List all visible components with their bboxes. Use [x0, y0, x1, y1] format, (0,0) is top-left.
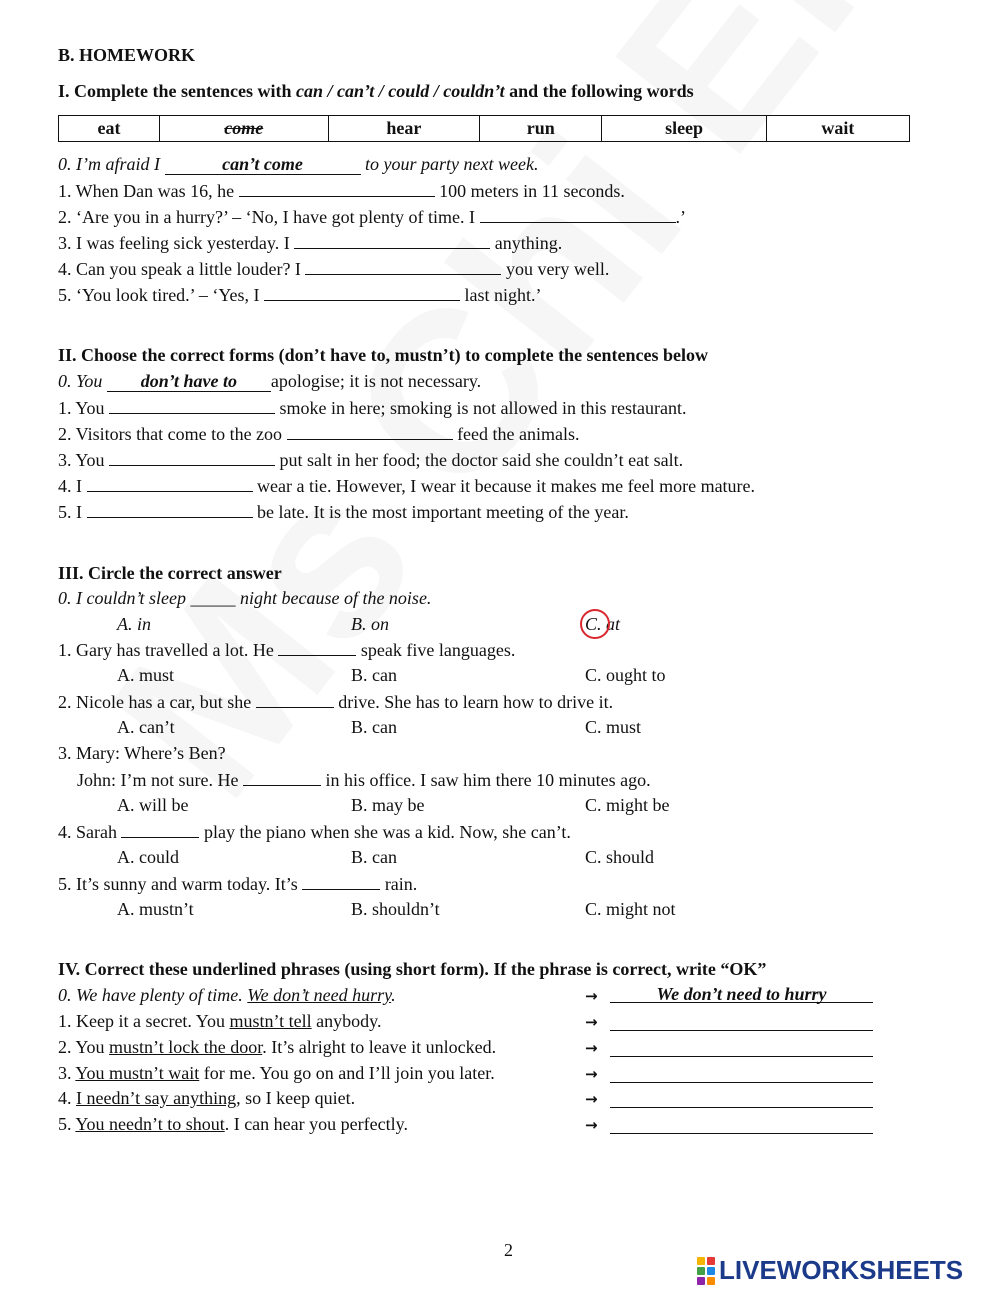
- word-cell: run: [480, 116, 602, 142]
- question-blank: [243, 768, 321, 786]
- answer-blank[interactable]: [480, 205, 676, 223]
- option-c[interactable]: C. should: [585, 847, 655, 867]
- part2-example: 0. You don’t have to apologise; it is not necessary.: [58, 371, 482, 391]
- answer-blank[interactable]: [610, 1115, 873, 1134]
- page-number: 2: [504, 1240, 513, 1260]
- arrow-icon: →: [585, 1065, 598, 1083]
- option-c[interactable]: C. might be: [585, 795, 670, 815]
- answer-blank[interactable]: [87, 500, 253, 518]
- example-answer: don’t have to: [107, 371, 271, 392]
- part2-item: 3. You put salt in her food; the doctor said she couldn’t eat salt.: [58, 450, 684, 470]
- option-b[interactable]: B. can: [351, 717, 397, 737]
- answer-blank[interactable]: [239, 179, 435, 197]
- option-a[interactable]: A. could: [117, 847, 179, 867]
- part4-item: 2. You mustn’t lock the door. It’s alright to leave it unlocked.: [58, 1037, 497, 1057]
- part3-question: 1. Gary has travelled a lot. He speak five languages.: [58, 640, 516, 660]
- part1-item: 1. When Dan was 16, he 100 meters in 11 seconds.: [58, 181, 625, 201]
- word-cell: eat: [59, 116, 160, 142]
- arrow-icon: →: [585, 1013, 598, 1031]
- question-blank: [278, 638, 356, 656]
- option-a[interactable]: A. must: [117, 665, 175, 685]
- word-cell: wait: [766, 116, 909, 142]
- part4-item: 3. You mustn’t wait for me. You go on and I’ll join you later.: [58, 1063, 495, 1083]
- answer-blank[interactable]: [305, 257, 501, 275]
- answer-blank[interactable]: [610, 1012, 873, 1031]
- arrow-icon: →: [585, 1039, 598, 1057]
- arrow-icon: →: [585, 1090, 598, 1108]
- example-answer: We don’t need to hurry: [610, 984, 873, 1003]
- part4-example: 0. We have plenty of time. We don’t need hurry.: [58, 985, 396, 1005]
- answer-blank[interactable]: [264, 283, 460, 301]
- part2-item: 5. I be late. It is the most important meeting of the year.: [58, 502, 629, 522]
- part2-item: 2. Visitors that come to the zoo feed the animals.: [58, 424, 580, 444]
- part1-item: 3. I was feeling sick yesterday. I anything.: [58, 233, 563, 253]
- part1-example: 0. I’m afraid I can’t come to your party next week.: [58, 154, 539, 174]
- part3-question: 5. It’s sunny and warm today. It’s rain.: [58, 874, 418, 894]
- answer-blank[interactable]: [610, 1038, 873, 1057]
- part4-item: 5. You needn’t to shout. I can hear you perfectly.: [58, 1114, 408, 1134]
- option-a: A. in: [117, 614, 151, 634]
- logo-icon: [697, 1257, 715, 1285]
- question-blank: [121, 820, 199, 838]
- part1-item: 4. Can you speak a little louder? I you very well.: [58, 259, 610, 279]
- word-box: [58, 115, 910, 142]
- option-b[interactable]: B. may be: [351, 795, 425, 815]
- part3-question: 3. Mary: Where’s Ben?: [58, 743, 226, 763]
- part3-question: 4. Sarah play the piano when she was a kid. Now, she can’t.: [58, 822, 571, 842]
- option-b[interactable]: B. shouldn’t: [351, 899, 440, 919]
- part3-question: 2. Nicole has a car, but she drive. She has to learn how to drive it.: [58, 692, 614, 712]
- option-b[interactable]: B. can: [351, 665, 397, 685]
- part1-heading: I. Complete the sentences with can / can’t / could / couldn’t and the following words: [58, 81, 694, 101]
- answer-circle: [580, 609, 610, 639]
- question-blank: [302, 872, 380, 890]
- word-cell: hear: [328, 116, 480, 142]
- liveworksheets-logo[interactable]: [697, 1255, 963, 1286]
- example-answer: can’t come: [165, 154, 361, 175]
- option-c[interactable]: C. might not: [585, 899, 676, 919]
- part2-item: 1. You smoke in here; smoking is not allowed in this restaurant.: [58, 398, 687, 418]
- answer-blank[interactable]: [87, 474, 253, 492]
- answer-blank[interactable]: [610, 1089, 873, 1108]
- option-a[interactable]: A. can’t: [117, 717, 175, 737]
- option-a[interactable]: A. will be: [117, 795, 189, 815]
- arrow-icon: →: [585, 1116, 598, 1134]
- word-cell-used: come: [160, 116, 328, 142]
- part2-heading: II. Choose the correct forms (don’t have to, mustn’t) to complete the sentences below: [58, 345, 709, 365]
- word-cell: sleep: [602, 116, 766, 142]
- answer-blank[interactable]: [109, 396, 275, 414]
- option-b[interactable]: B. can: [351, 847, 397, 867]
- option-a[interactable]: A. mustn’t: [117, 899, 194, 919]
- option-b: B. on: [351, 614, 389, 634]
- part1-item: 2. ‘Are you in a hurry?’ – ‘No, I have got plenty of time. I .’: [58, 207, 687, 227]
- part3-question: John: I’m not sure. He in his office. I saw him there 10 minutes ago.: [77, 770, 651, 790]
- answer-blank[interactable]: [287, 422, 453, 440]
- logo-text: LIVEWORKSHEETS: [719, 1255, 964, 1285]
- answer-blank[interactable]: [109, 448, 275, 466]
- part4-heading: IV. Correct these underlined phrases (using short form). If the phrase is correct, write “OK”: [58, 959, 767, 979]
- answer-blank[interactable]: [610, 1064, 873, 1083]
- part4-item: 1. Keep it a secret. You mustn’t tell anybody.: [58, 1011, 382, 1031]
- option-c-circled: C. at: [585, 614, 621, 634]
- part4-item: 4. I needn’t say anything, so I keep quiet.: [58, 1088, 356, 1108]
- answer-blank[interactable]: [294, 231, 490, 249]
- section-title: B. HOMEWORK: [58, 45, 196, 65]
- part2-item: 4. I wear a tie. However, I wear it because it makes me feel more mature.: [58, 476, 756, 496]
- option-c[interactable]: C. ought to: [585, 665, 666, 685]
- question-blank: [256, 690, 334, 708]
- part3-heading: III. Circle the correct answer: [58, 563, 282, 583]
- part3-example-question: 0. I couldn’t sleep _____ night because of the noise.: [58, 588, 432, 608]
- arrow-icon: →: [585, 987, 598, 1005]
- part1-item: 5. ‘You look tired.’ – ‘Yes, I last night.’: [58, 285, 542, 305]
- option-c[interactable]: C. must: [585, 717, 642, 737]
